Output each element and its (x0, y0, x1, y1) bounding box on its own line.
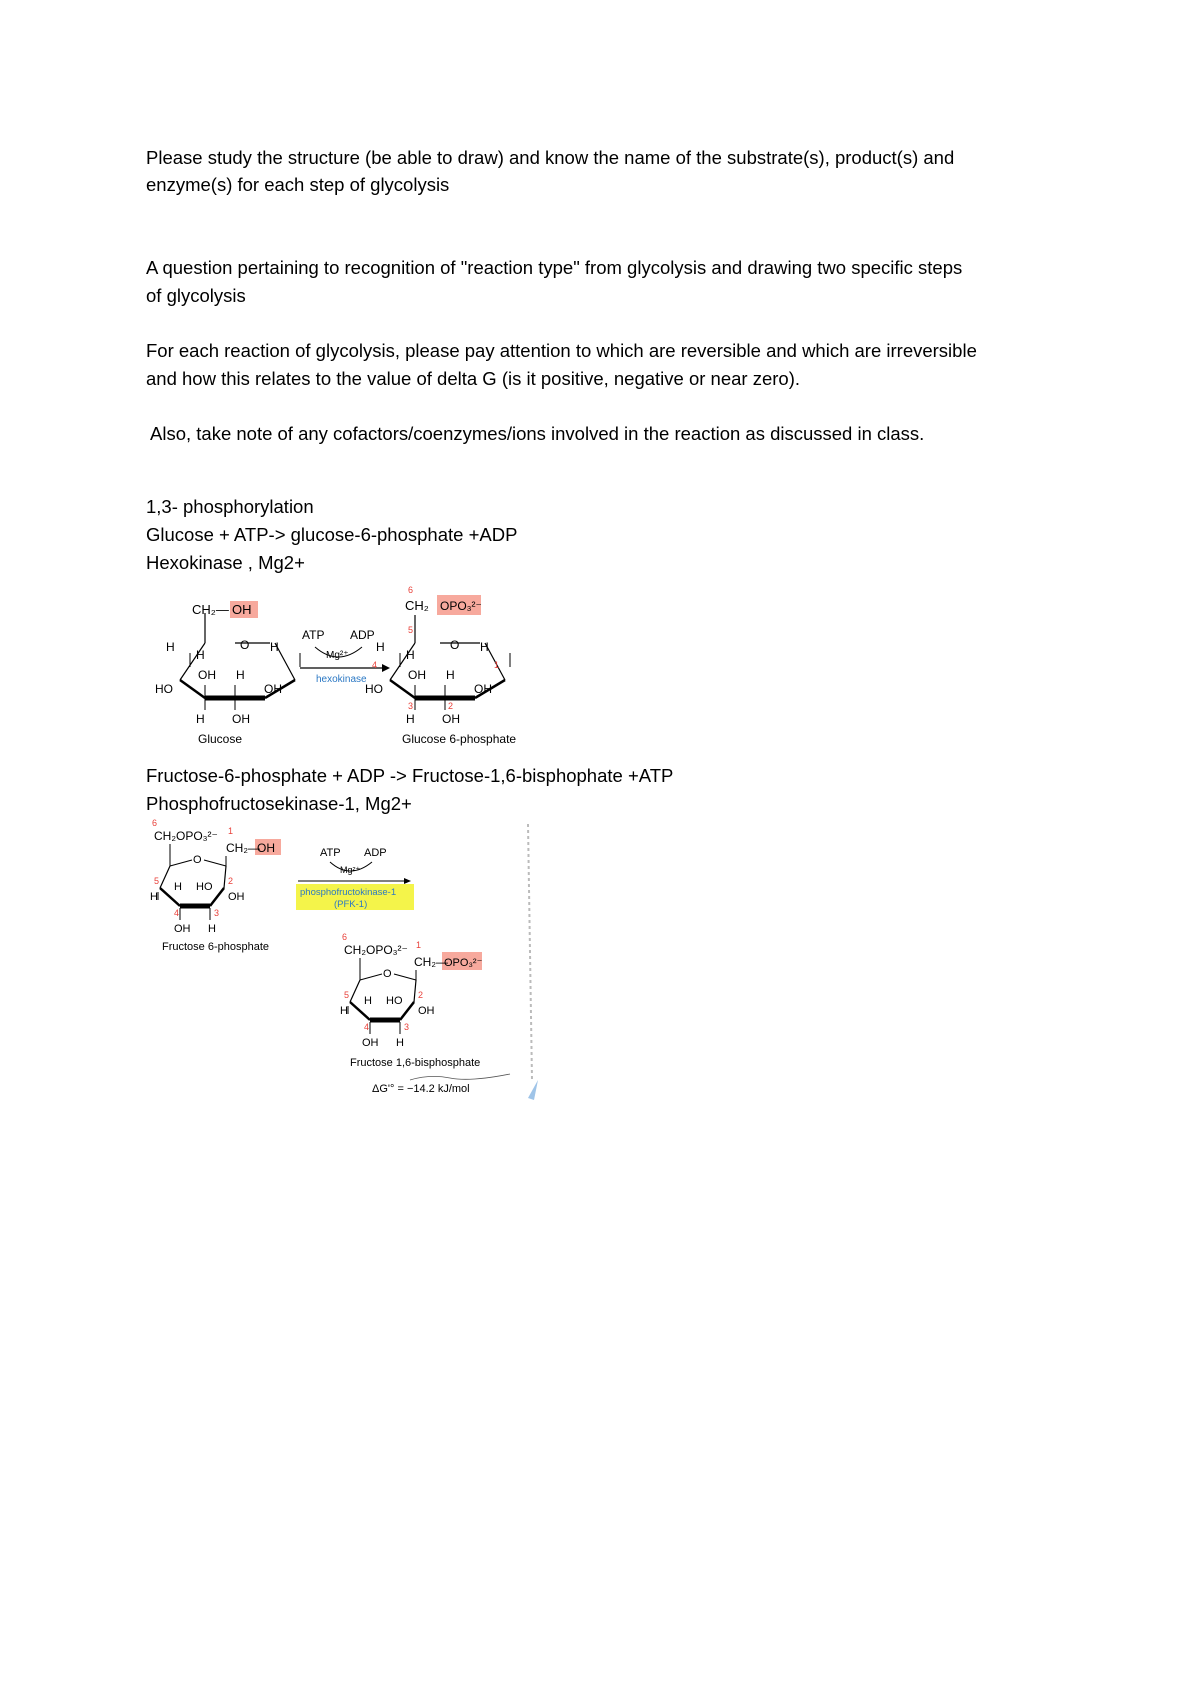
instruction-line: For each reaction of glycolysis, please pay attention to which are reversible and which are irreversible (146, 340, 977, 361)
ho-label: HO (196, 881, 213, 893)
h-label: H (364, 995, 372, 1007)
carbon-number: 6 (342, 932, 348, 942)
step1-enzyme: Hexokinase , Mg2+ (146, 552, 305, 573)
mg-label: Mg²⁺ (340, 865, 361, 875)
ho-label: HO (365, 682, 383, 696)
h-label: H (376, 640, 385, 654)
hexokinase-label: hexokinase (316, 674, 367, 685)
carbon-number: 1 (228, 826, 234, 836)
scan-corner-artifact (528, 1080, 538, 1100)
h-label: H (406, 648, 415, 662)
oh-label: OH (474, 682, 492, 696)
ch2-label: CH₂— (226, 841, 260, 855)
carbon-number: 4 (174, 908, 180, 918)
oh-label: OH (228, 891, 245, 903)
oh-label: OH (232, 712, 250, 726)
handwritten-annotation (410, 1074, 510, 1080)
phosphate-label: OPO₃²⁻ (440, 599, 482, 613)
carbon-number: 3 (404, 1022, 410, 1032)
arrow-head (382, 664, 390, 672)
glucose-name: Glucose (198, 732, 243, 746)
arrow-head (404, 878, 411, 884)
hexokinase-reaction-figure (150, 585, 550, 753)
carbon-number: 2 (228, 876, 234, 886)
instruction-line: and how this relates to the value of delta G (is it positive, negative or near zero). (146, 368, 801, 389)
h-label: H (340, 1005, 348, 1017)
h-label: H (174, 881, 182, 893)
carbon-number: 4 (372, 660, 378, 670)
step1-equation: Glucose + ATP-> glucose-6-phosphate +ADP (146, 524, 518, 545)
ch2opo3-label: CH₂OPO₃²⁻ (344, 943, 408, 957)
oh-label: OH (198, 668, 216, 682)
h-label: H (208, 923, 216, 935)
oh-label: OH (174, 923, 191, 935)
h-label: H (196, 648, 205, 662)
oh-label: OH (442, 712, 460, 726)
carbon-number: 5 (408, 625, 414, 635)
h-label: H (480, 640, 489, 654)
h-label: H (150, 891, 158, 903)
ch2opo3-label: CH₂OPO₃²⁻ (154, 829, 218, 843)
fructose-6-phosphate-name: Fructose 6-phosphate (162, 941, 270, 953)
ho-label: HO (386, 995, 403, 1007)
mg-label: Mg²⁺ (326, 650, 349, 661)
h-label: H (396, 1037, 404, 1049)
carbon-number: 4 (364, 1022, 370, 1032)
h-label: H (236, 668, 245, 682)
h-label: H (446, 668, 455, 682)
carbon-number: 6 (152, 818, 158, 828)
pfk1-abbrev-label: (PFK-1) (334, 899, 368, 910)
oh-label: OH (232, 602, 252, 617)
ch2-label: CH₂ (405, 598, 429, 613)
h-label: H (166, 640, 175, 654)
instruction-line: Also, take note of any cofactors/coenzymes/ions involved in the reaction as discussed in class. (150, 423, 925, 444)
ho-label: HO (155, 682, 173, 696)
carbon-number: 2 (448, 701, 454, 711)
step2-enzyme: Phosphofructosekinase-1, Mg2+ (146, 793, 412, 814)
ring-oxygen-label: O (450, 638, 460, 652)
atp-label: ATP (302, 628, 325, 642)
ring-oxygen-label: O (383, 968, 392, 980)
instruction-line: A question pertaining to recognition of "reaction type" from glycolysis and drawing two specific steps (146, 257, 963, 278)
instruction-line: of glycolysis (146, 285, 246, 306)
carbon-number: 1 (416, 940, 422, 950)
h-label: H (270, 640, 279, 654)
oh-label: OH (418, 1005, 435, 1017)
h-label: H (406, 712, 415, 726)
carbon-number: 2 (418, 990, 424, 1000)
oh-label: OH (257, 841, 275, 855)
oh-label: OH (408, 668, 426, 682)
instruction-line: Please study the structure (be able to draw) and know the name of the substrate(s), product(s) and (146, 147, 955, 168)
carbon-number: 1 (494, 660, 500, 670)
ch2-label: CH₂— (192, 602, 229, 617)
adp-label: ADP (350, 628, 375, 642)
pfk1-reaction-figure (148, 818, 558, 1108)
delta-g-label: ΔG'° = −14.2 kJ/mol (372, 1083, 470, 1095)
step1-heading: 1,3- phosphorylation (146, 496, 314, 517)
fructose-1-6-bisphosphate-name: Fructose 1,6-bisphosphate (350, 1057, 481, 1069)
oh-label: OH (362, 1037, 379, 1049)
oh-label: OH (264, 682, 282, 696)
carbon-number: 3 (408, 701, 414, 711)
carbon-number: 6 (408, 585, 414, 595)
ring-oxygen-label: O (193, 854, 202, 866)
carbon-number: 5 (344, 990, 350, 1000)
copyright-margin-text (528, 824, 532, 1080)
phosphate-label: OPO₃²⁻ (444, 957, 483, 969)
instruction-line: enzyme(s) for each step of glycolysis (146, 174, 450, 195)
carbon-number: 5 (154, 876, 160, 886)
adp-label: ADP (364, 847, 387, 859)
h-label: H (196, 712, 205, 726)
glucose-6-phosphate-name: Glucose 6-phosphate (402, 732, 517, 746)
pfk1-label: phosphofructokinase-1 (300, 887, 397, 898)
carbon-number: 3 (214, 908, 220, 918)
ring-oxygen-label: O (240, 638, 250, 652)
atp-label: ATP (320, 847, 341, 859)
step2-equation: Fructose-6-phosphate + ADP -> Fructose-1,6-bisphophate +ATP (146, 765, 674, 786)
ch2-label: CH₂— (414, 955, 448, 969)
